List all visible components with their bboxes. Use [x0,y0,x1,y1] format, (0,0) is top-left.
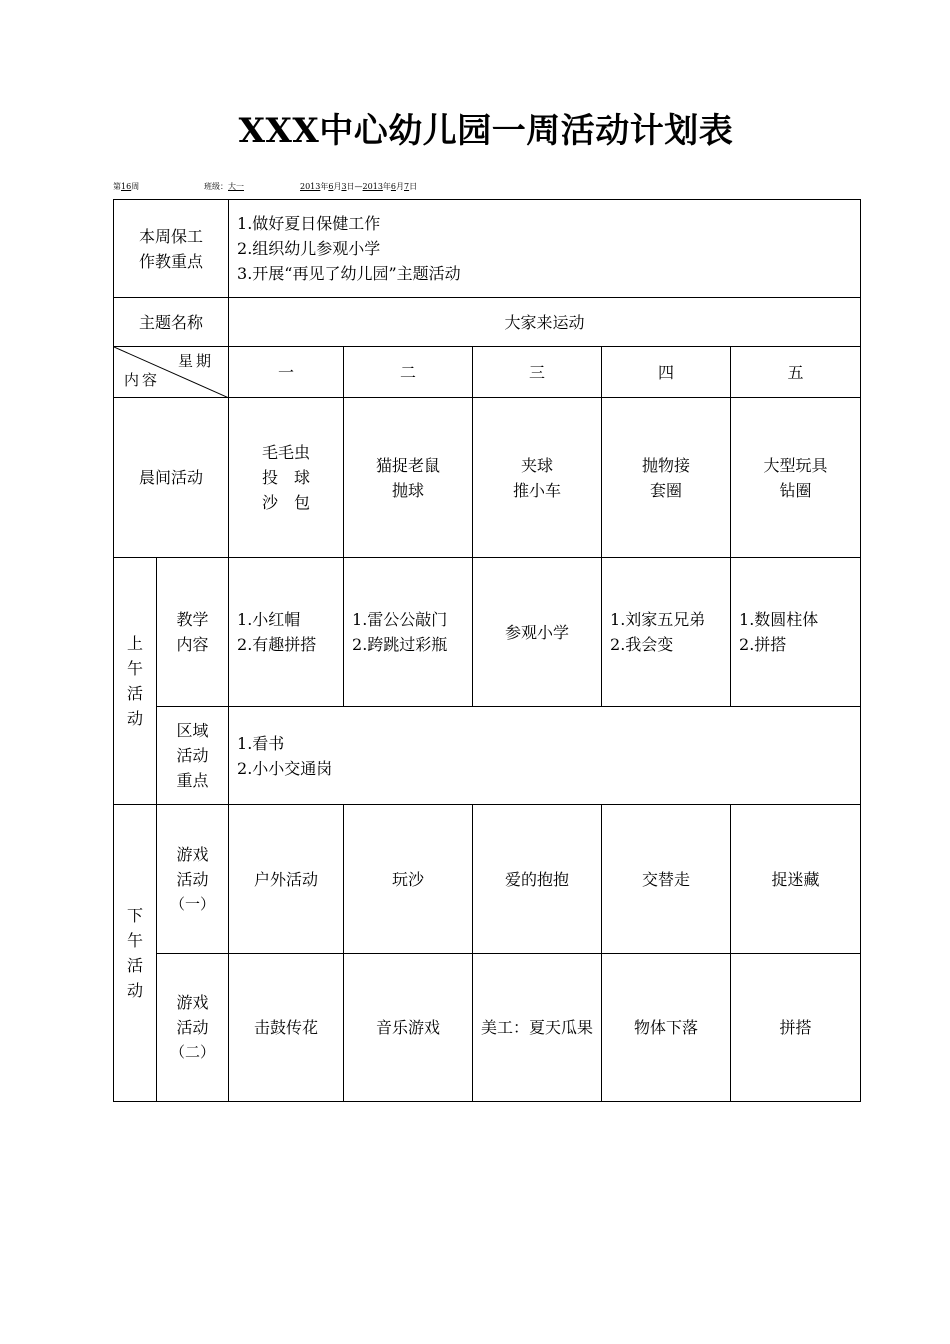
am-group-label: 上 午 活 动 [114,558,157,805]
diagonal-header-cell [114,347,229,398]
morning-cell: 毛毛虫 投 球 沙 包 [229,398,344,558]
morning-cell: 抛物接 套圈 [602,398,731,558]
class-info: 班级：大一 [204,182,244,191]
focus-item: 2.组织幼儿参观小学 [237,239,381,258]
game2-cell: 拼搭 [731,954,861,1102]
morning-cell: 大型玩具 钻圈 [731,398,861,558]
morning-row [114,398,861,558]
game1-cell: 爱的抱抱 [473,805,602,954]
date-range: 2013年6月3日—2013年6月7日 [300,182,418,191]
diag-weekday-label: 星期 [178,352,215,370]
game1-cell: 玩沙 [344,805,473,954]
teaching-cell: 1.刘家五兄弟 2.我会变 [602,558,731,707]
teaching-cell: 1.数圆柱体 2.拼搭 [731,558,861,707]
pm-group-label: 下 午 活 动 [114,805,157,1102]
weekday-5: 五 [731,347,861,398]
activity-plan-table [113,199,861,1102]
focus-content [229,200,861,298]
morning-cell: 猫捉老鼠 抛球 [344,398,473,558]
game2-cell: 音乐游戏 [344,954,473,1102]
morning-cell: 夹球 推小车 [473,398,602,558]
focus-item: 1.做好夏日保健工作 [237,214,381,233]
theme-row [114,298,861,347]
game1-cell: 捉迷藏 [731,805,861,954]
weekday-3: 三 [473,347,602,398]
game1-cell: 交替走 [602,805,731,954]
teaching-label: 教学 内容 [157,558,229,707]
am-teaching-row [114,558,861,707]
teaching-cell: 参观小学 [473,558,602,707]
weekday-1: 一 [229,347,344,398]
game2-cell: 物体下落 [602,954,731,1102]
pm-game2-row [114,954,861,1102]
pm-game1-row [114,805,861,954]
area-content: 1.看书 2.小小交通岗 [229,707,861,805]
teaching-cell: 1.小红帽 2.有趣拼搭 [229,558,344,707]
am-area-row [114,707,861,805]
focus-item: 3.开展“再见了幼儿园”主题活动 [237,264,461,283]
weekday-4: 四 [602,347,731,398]
page-title: XXX中心幼儿园一周活动计划表 [238,111,734,151]
area-label: 区域 活动 重点 [157,707,229,805]
week-info: 第16周 [113,182,140,191]
theme-label: 主题名称 [114,298,229,347]
game1-cell: 户外活动 [229,805,344,954]
diag-content-label: 内容 [124,371,161,389]
weekday-header-row [114,347,861,398]
weekday-2: 二 [344,347,473,398]
teaching-cell: 1.雷公公敲门 2.跨跳过彩瓶 [344,558,473,707]
game2-cell: 美工：夏天瓜果 [473,954,602,1102]
theme-value: 大家来运动 [229,298,861,347]
focus-row [114,200,861,298]
morning-label: 晨间活动 [114,398,229,558]
focus-label: 本周保工 作教重点 [114,200,229,298]
game2-cell: 击鼓传花 [229,954,344,1102]
game1-label: 游戏 活动 （一） [157,805,229,954]
game2-label: 游戏 活动 （二） [157,954,229,1102]
